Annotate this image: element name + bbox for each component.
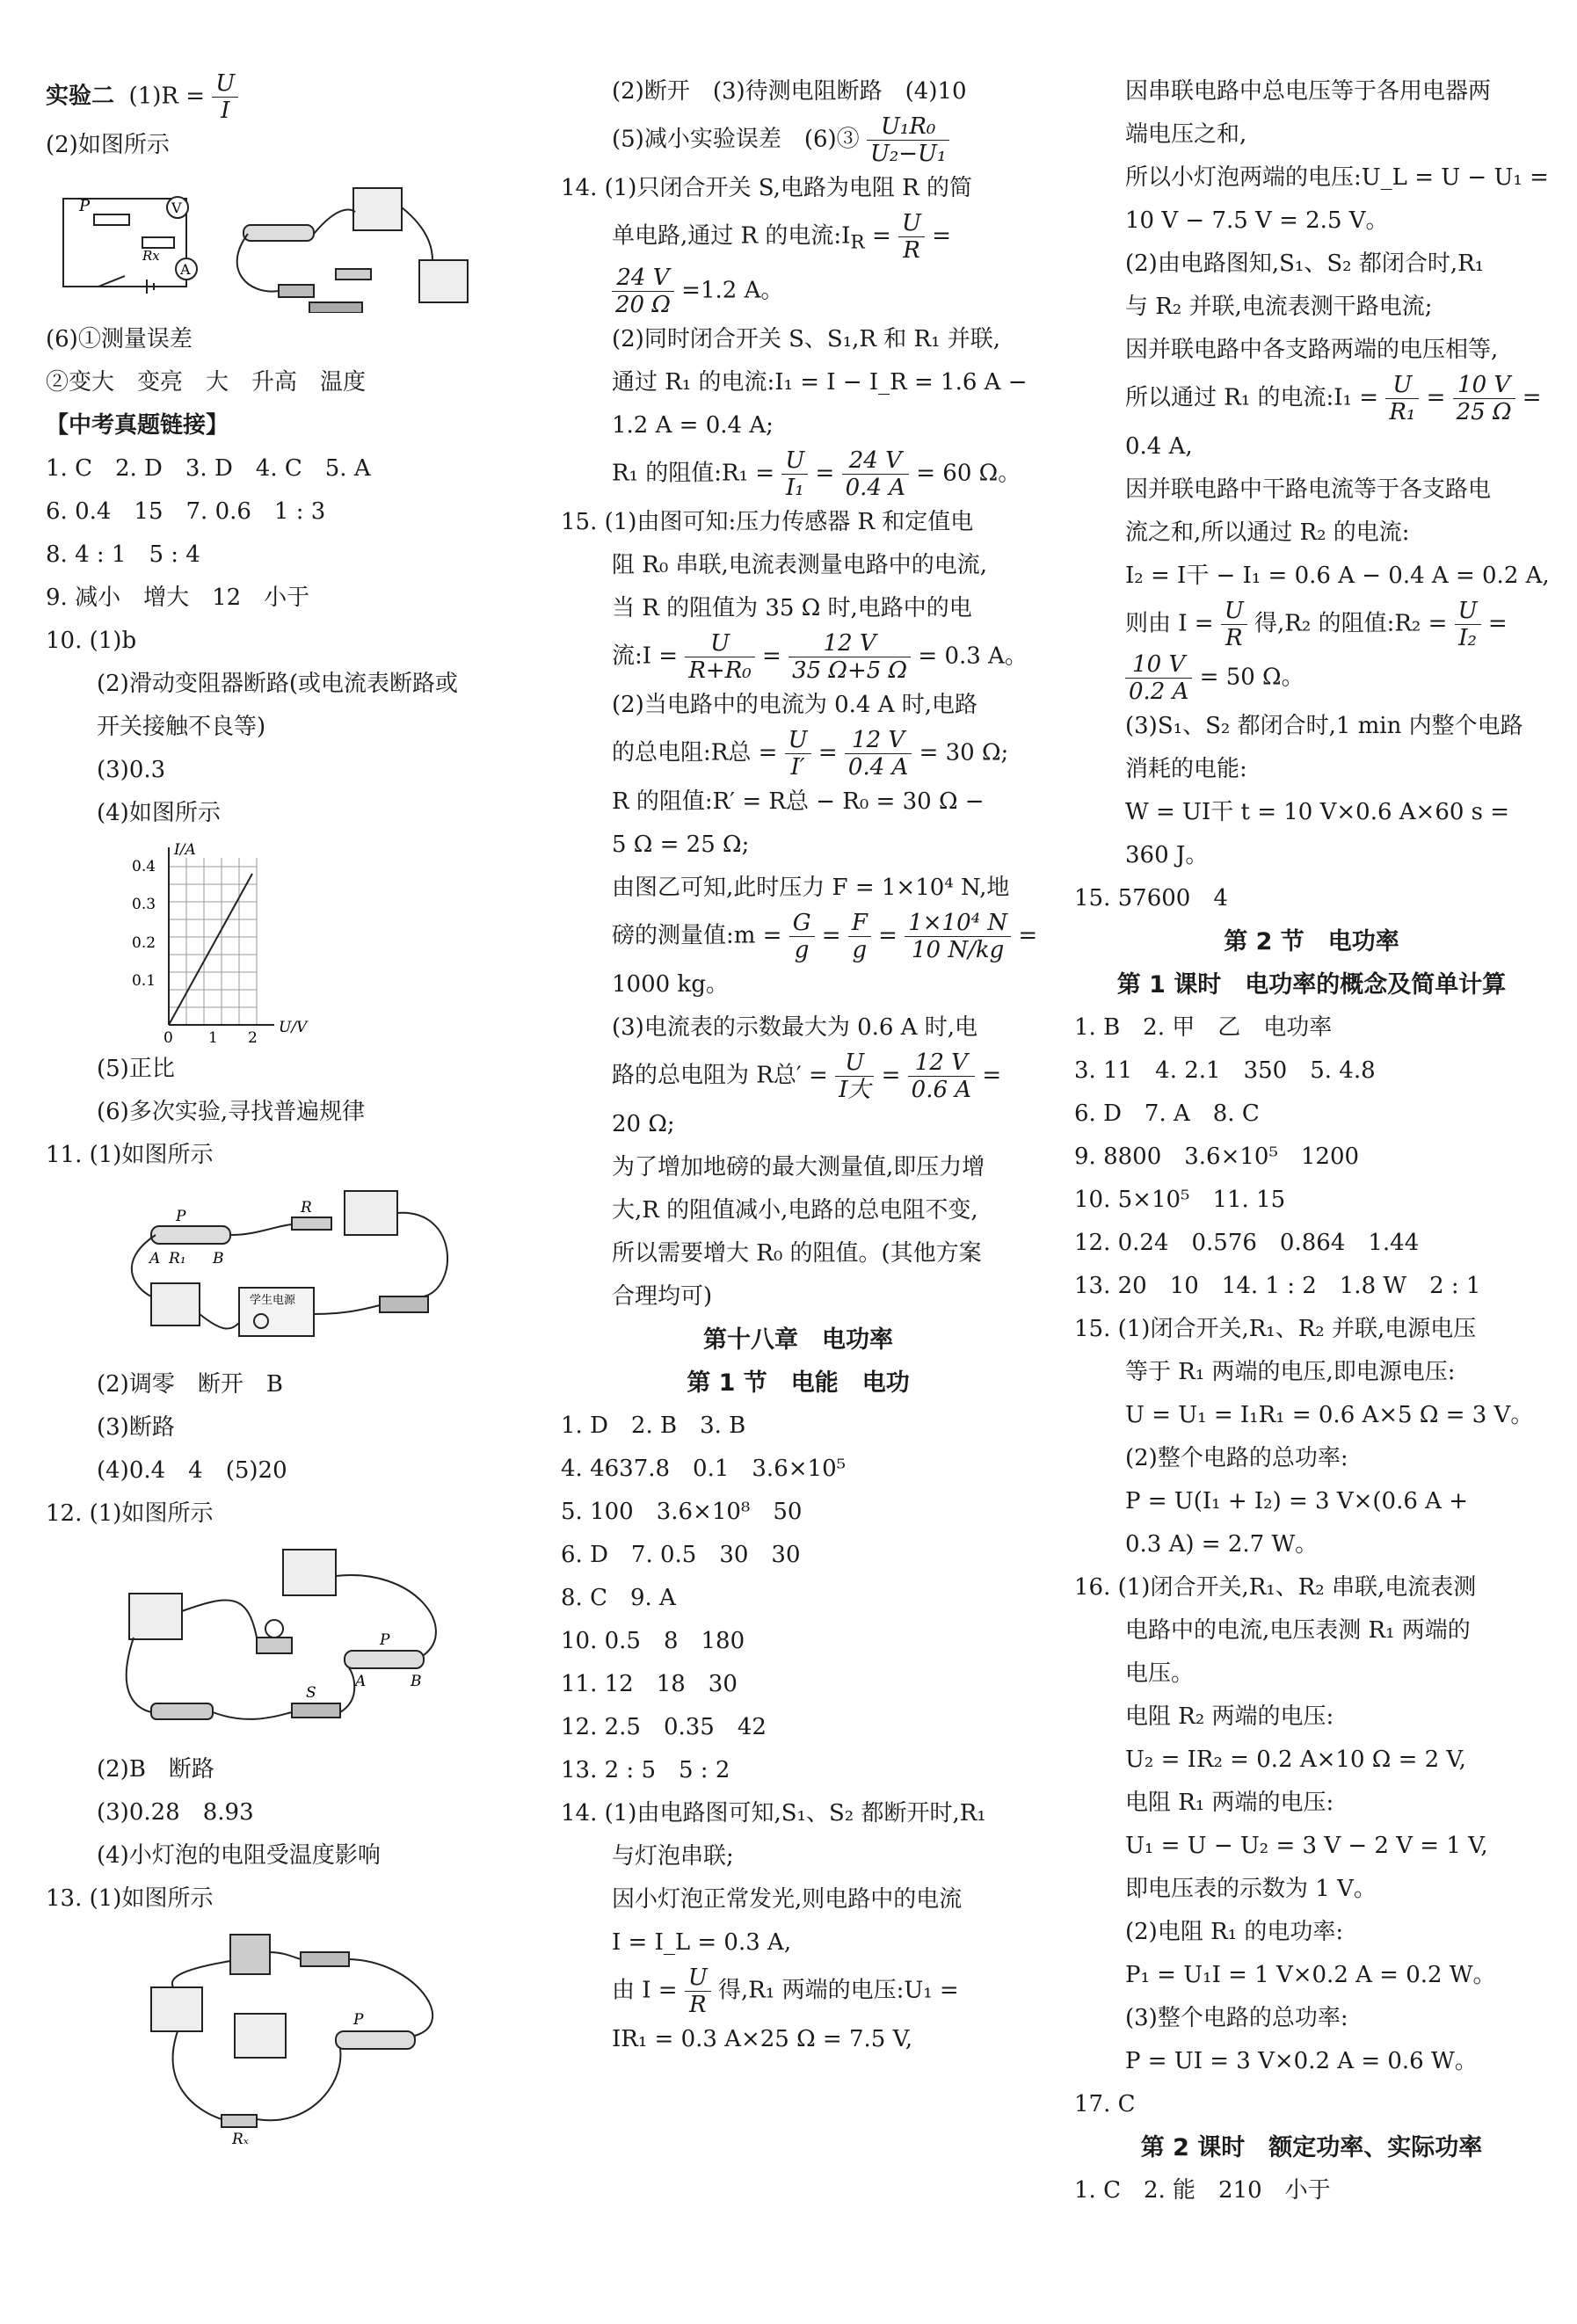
answer-line: (4)小灯泡的电阻受温度影响 xyxy=(97,1842,381,1869)
column-2 xyxy=(561,70,1036,2061)
answer-line: 1000 kg。 xyxy=(612,970,729,998)
chapter-title: 第十八章 电功率 xyxy=(703,1325,893,1354)
answer-line: 8. 4 : 1 5 : 4 xyxy=(46,541,200,568)
answer-line: 1. C 2. D 3. D 4. C 5. A xyxy=(46,455,371,482)
svg-text:R₁: R₁ xyxy=(169,1250,186,1267)
answer-line: 电路中的电流,电压表测 R₁ 两端的 xyxy=(1125,1617,1471,1644)
svg-text:0.2: 0.2 xyxy=(132,934,156,952)
answer-line: I₂ = I干 − I₁ = 0.6 A − 0.4 A = 0.2 A, xyxy=(1125,563,1550,589)
answer-line: 10 V − 7.5 V = 2.5 V。 xyxy=(1125,207,1389,234)
svg-text:A: A xyxy=(149,1250,161,1267)
answer-line: 12. (1)如图所示 xyxy=(46,1500,214,1527)
answer-line: IR₁ = 0.3 A×25 Ω = 7.5 V, xyxy=(612,2025,913,2052)
answer-line: 15. (1)闭合开关,R₁、R₂ 并联,电源电压 xyxy=(1074,1316,1477,1342)
answer-line: 合理均可) xyxy=(612,1282,713,1310)
answer-line: (2)滑动变阻器断路(或电流表断路或 xyxy=(97,671,458,697)
exp2-title: 实验二 xyxy=(46,83,115,110)
answer-line: (2)当电路中的电流为 0.4 A 时,电路 xyxy=(612,691,978,718)
column-1 xyxy=(46,70,538,2151)
answer-line: 13. (1)如图所示 xyxy=(46,1885,214,1912)
svg-text:Rx: Rx xyxy=(142,248,160,264)
answer-line: 电压。 xyxy=(1125,1660,1195,1687)
answer-line: (5)减小实验误差 (6)③ $\frac{\text{U₁R₀}}{\text{U₂−U₁}}$ xyxy=(561,113,1036,167)
svg-text:1: 1 xyxy=(208,1029,218,1042)
answer-line: 路的总电阻为 R总′ = U I大 = $\frac{12 V}{0.6 A}$ = xyxy=(612,1049,1002,1103)
answer-line: 4. 4637.8 0.1 3.6×10⁵ xyxy=(561,1455,847,1482)
answer-line: 因小灯泡正常发光,则电路中的电流 xyxy=(612,1885,963,1913)
answer-line: 10. 0.5 8 180 xyxy=(561,1627,745,1654)
svg-text:Rₓ: Rₓ xyxy=(232,2131,249,2146)
answer-line: 因串联电路中总电压等于各用电器两 xyxy=(1125,78,1492,105)
answer-line: (2)B 断路 xyxy=(97,1756,214,1783)
answer-line: 0.4 A, xyxy=(1125,433,1193,460)
answer-line: 即电压表的示数为 1 V。 xyxy=(1125,1876,1377,1902)
answer-line: 15. (1)由图可知:压力传感器 R 和定值电 xyxy=(561,508,974,535)
svg-text:B: B xyxy=(411,1673,422,1690)
column-3 xyxy=(1074,70,1549,2212)
section-title: 第 1 节 电能 电功 xyxy=(687,1369,910,1397)
answer-line: 9. 减小 增大 12 小于 xyxy=(46,585,310,611)
answer-line: 13. 2 : 5 5 : 2 xyxy=(561,1756,730,1783)
svg-text:2: 2 xyxy=(248,1029,258,1042)
answer-line: 6. D 7. A 8. C xyxy=(1074,1100,1260,1127)
answer-line: 与灯泡串联; xyxy=(612,1842,734,1870)
svg-text:P: P xyxy=(353,2011,364,2029)
answer-line: (3)断路 xyxy=(97,1414,175,1441)
answer-line: 15. 57600 4 xyxy=(1074,885,1228,911)
answer-line: 磅的测量值:m = $\frac{G}{g}$ = $\frac{F}{g}$ = $\frac{\text{1×10⁴ N}}{10 N/kg}$ = xyxy=(612,909,1038,963)
answer-line: (2)断开 (3)待测电阻断路 (4)10 xyxy=(612,78,967,105)
answer-line: 的总电阻:R总 = $\frac{U}{I'}$ = $\frac{12 V}{0.4 A}$ = 30 Ω; xyxy=(612,726,1009,781)
answer-line: 消耗的电能: xyxy=(1125,756,1247,782)
svg-text:V: V xyxy=(171,200,182,216)
answer-line: (2)调零 断开 B xyxy=(97,1371,283,1398)
answer-line: 所以通过 R₁ 的电流:I₁ = $\frac{U}{\text{R₁}}$ = $\frac{10 V}{25 \Omega}$ = xyxy=(1125,372,1542,425)
svg-text:P: P xyxy=(79,197,91,215)
lesson-title: 第 1 课时 电功率的概念及简单计算 xyxy=(1116,971,1507,999)
answer-line: 开关接触不良等) xyxy=(97,714,266,740)
answer-line: 5 Ω = 25 Ω; xyxy=(612,831,750,858)
zhongkao-title: 【中考真题链接】 xyxy=(46,412,229,439)
svg-text:0.3: 0.3 xyxy=(132,896,156,913)
circuit-figure-q11 xyxy=(46,1182,538,1358)
exp2-q2: (2)如图所示 xyxy=(46,132,170,158)
svg-text:P: P xyxy=(380,1631,390,1649)
answer-line: 端电压之和, xyxy=(1125,121,1247,148)
circuit-figure-q13 xyxy=(46,1926,538,2146)
answer-line: 1. B 2. 甲 乙 电功率 xyxy=(1074,1014,1333,1041)
answer-line: 等于 R₁ 两端的电压,即电源电压: xyxy=(1125,1359,1456,1385)
lesson-title: 第 2 课时 额定功率、实际功率 xyxy=(1140,2134,1483,2161)
answer-line: 当 R 的阻值为 35 Ω 时,电路中的电 xyxy=(612,594,972,621)
answer-line: 为了增加地磅的最大测量值,即压力增 xyxy=(612,1153,985,1180)
answer-line: 6. D 7. 0.5 30 30 xyxy=(561,1541,801,1568)
answer-line: (3)电流表的示数最大为 0.6 A 时,电 xyxy=(612,1013,978,1041)
answer-line: 20 Ω; xyxy=(612,1110,675,1137)
answer-line: (3)整个电路的总功率: xyxy=(1125,2005,1348,2031)
answer-line: 电阻 R₁ 两端的电压: xyxy=(1125,1790,1334,1816)
answer-line: 9. 8800 3.6×10⁵ 1200 xyxy=(1074,1144,1360,1170)
svg-text:P: P xyxy=(176,1208,186,1225)
answer-line: 因并联电路中干路电流等于各支路电 xyxy=(1125,476,1492,503)
exp2-q1: (1)R = xyxy=(128,83,206,110)
answer-line: (2)同时闭合开关 S、S₁,R 和 R₁ 并联, xyxy=(612,325,1001,352)
answer-line: 所以需要增大 R₀ 的阻值。(其他方案 xyxy=(612,1239,982,1267)
answer-line: 0.3 A) = 2.7 W。 xyxy=(1125,1531,1319,1558)
exp2-q6a: (6)①测量误差 xyxy=(46,326,193,352)
answer-line: (4)如图所示 xyxy=(97,800,221,826)
answer-line: 则由 I = $\frac{U}{R}$ 得,R₂ 的阻值:R₂ = $\frac{U}{\text{I₂}}$ = xyxy=(1125,598,1508,651)
svg-text:A: A xyxy=(180,261,191,278)
answer-line: (2)电阻 R₁ 的电功率: xyxy=(1125,1919,1344,1945)
exp2-line xyxy=(46,70,538,124)
iu-graph xyxy=(98,840,591,1042)
answer-line: 单电路,通过 R 的电流$:I_R$ = $\frac{U}{R}$ = xyxy=(612,210,952,264)
answer-line: 由图乙可知,此时压力 F = 1×10⁴ N,地 xyxy=(612,874,1010,901)
answer-line: 10. (1)b xyxy=(46,628,137,654)
svg-text:I/A: I/A xyxy=(174,841,196,859)
svg-text:B: B xyxy=(213,1250,224,1267)
answer-line: 由 I = $\frac{U}{R}$ 得,R₁ 两端的电压:U₁ = xyxy=(612,1964,959,2018)
answer-line: 1. D 2. B 3. B xyxy=(561,1412,746,1439)
answer-line: 12. 2.5 0.35 42 xyxy=(561,1713,767,1740)
answer-line: 3. 11 4. 2.1 350 5. 4.8 xyxy=(1074,1057,1376,1084)
answer-line: U₁ = U − U₂ = 3 V − 2 V = 1 V, xyxy=(1125,1833,1488,1859)
svg-text:0.4: 0.4 xyxy=(132,858,156,875)
svg-text:U/V: U/V xyxy=(279,1019,308,1036)
answer-line: 所以小灯泡两端的电压:U_L = U − U₁ = xyxy=(1125,164,1549,191)
answer-line: U₂ = IR₂ = 0.2 A×10 Ω = 2 V, xyxy=(1125,1747,1466,1773)
answer-line: 6. 0.4 15 7. 0.6 1 : 3 xyxy=(46,498,326,525)
circuit-figure-q12 xyxy=(46,1541,538,1743)
answer-line: $\frac{10 V}{0.2 A}$ = 50 Ω。 xyxy=(1074,651,1549,705)
answer-line: 通过 R₁ 的电流:I₁ = I − I_R = 1.6 A − xyxy=(612,368,1028,396)
answer-line: 因并联电路中各支路两端的电压相等, xyxy=(1125,337,1499,363)
circuit-figure-exp2 xyxy=(46,172,538,313)
answer-line: 14. (1)由电路图可知,S₁、S₂ 都断开时,R₁ xyxy=(561,1799,986,1827)
answer-line: (2)整个电路的总功率: xyxy=(1125,1445,1348,1471)
svg-text:0.1: 0.1 xyxy=(132,972,156,990)
answer-line: (6)多次实验,寻找普遍规律 xyxy=(97,1099,366,1125)
answer-line: 与 R₂ 并联,电流表测干路电流; xyxy=(1125,294,1433,320)
answer-line: (2)由电路图知,S₁、S₂ 都闭合时,R₁ xyxy=(1125,251,1485,277)
answer-line: 1.2 A = 0.4 A; xyxy=(612,411,774,439)
answer-line: P = U(I₁ + I₂) = 3 V×(0.6 A + xyxy=(1125,1488,1468,1514)
answer-line: R 的阻值:R′ = R总 − R₀ = 30 Ω − xyxy=(612,788,985,815)
answer-line: 17. C xyxy=(1074,2091,1136,2117)
fraction: $\frac{\text{U₁R₀}}{\text{U₂−U₁}}$ xyxy=(867,113,949,167)
answer-line: 大,R 的阻值减小,电路的总电阻不变, xyxy=(612,1196,978,1224)
answer-line: P₁ = U₁I = 1 V×0.2 A = 0.2 W。 xyxy=(1125,1962,1496,1988)
answer-line: 阻 R₀ 串联,电流表测量电路中的电流, xyxy=(612,551,988,578)
answer-line: U = U₁ = I₁R₁ = 0.6 A×5 Ω = 3 V。 xyxy=(1125,1402,1534,1428)
exp2-q6b: ②变大 变亮 大 升高 温度 xyxy=(46,369,367,396)
svg-text:S: S xyxy=(306,1684,316,1702)
answer-line: W = UI干 t = 10 V×0.6 A×60 s = xyxy=(1125,799,1510,825)
answer-line: 13. 20 10 14. 1 : 2 1.8 W 2 : 1 xyxy=(1074,1273,1481,1299)
answer-line: (3)0.28 8.93 xyxy=(97,1799,254,1826)
section-title: 第 2 节 电功率 xyxy=(1224,928,1399,955)
answer-line: P = UI = 3 V×0.2 A = 0.6 W。 xyxy=(1125,2048,1478,2074)
answer-line: 12. 0.24 0.576 0.864 1.44 xyxy=(1074,1230,1420,1256)
answer-line: (3)S₁、S₂ 都闭合时,1 min 内整个电路 xyxy=(1125,713,1523,739)
answer-line: 14. (1)只闭合开关 S,电路为电阻 R 的简 xyxy=(561,175,972,201)
answer-line: 11. 12 18 30 xyxy=(561,1670,738,1697)
svg-text:A: A xyxy=(355,1673,367,1690)
answer-line: 360 J。 xyxy=(1125,842,1209,868)
answer-line: (5)正比 xyxy=(97,1056,175,1082)
answer-line: 10. 5×10⁵ 11. 15 xyxy=(1074,1187,1286,1213)
answer-line: (3)0.3 xyxy=(97,757,166,783)
svg-text:学生电源: 学生电源 xyxy=(250,1294,296,1307)
answer-line: 11. (1)如图所示 xyxy=(46,1142,214,1168)
answer-line: (4)0.4 4 (5)20 xyxy=(97,1457,287,1484)
ohm-fraction: $\frac{U}{I}$ xyxy=(212,70,238,124)
answer-line: 8. C 9. A xyxy=(561,1584,676,1611)
answer-line: $\frac{24 V}{20 \Omega}$ =1.2 A。 xyxy=(561,265,1036,318)
answer-line: 16. (1)闭合开关,R₁、R₂ 串联,电流表测 xyxy=(1074,1574,1477,1601)
answer-line: 电阻 R₂ 两端的电压: xyxy=(1125,1703,1334,1730)
answer-line: 1. C 2. 能 210 小于 xyxy=(1074,2177,1331,2204)
answer-line: 流:I = $\frac{U}{\text{R+R₀}}$ = $\frac{12 V}{35 \Omega+5 \Omega}$ = 0.3 A。 xyxy=(612,629,1028,684)
answer-line: 5. 100 3.6×10⁸ 50 xyxy=(561,1498,803,1525)
svg-text:R: R xyxy=(301,1199,312,1216)
answer-line: R₁ 的阻值:R₁ = $\frac{U}{\text{I₁}}$ = $\frac{24 V}{0.4 A}$ = 60 Ω。 xyxy=(612,447,1021,501)
answer-line: I = I_L = 0.3 A, xyxy=(612,1928,792,1956)
answer-line: 流之和,所以通过 R₂ 的电流: xyxy=(1125,519,1410,546)
svg-text:0: 0 xyxy=(164,1029,173,1042)
